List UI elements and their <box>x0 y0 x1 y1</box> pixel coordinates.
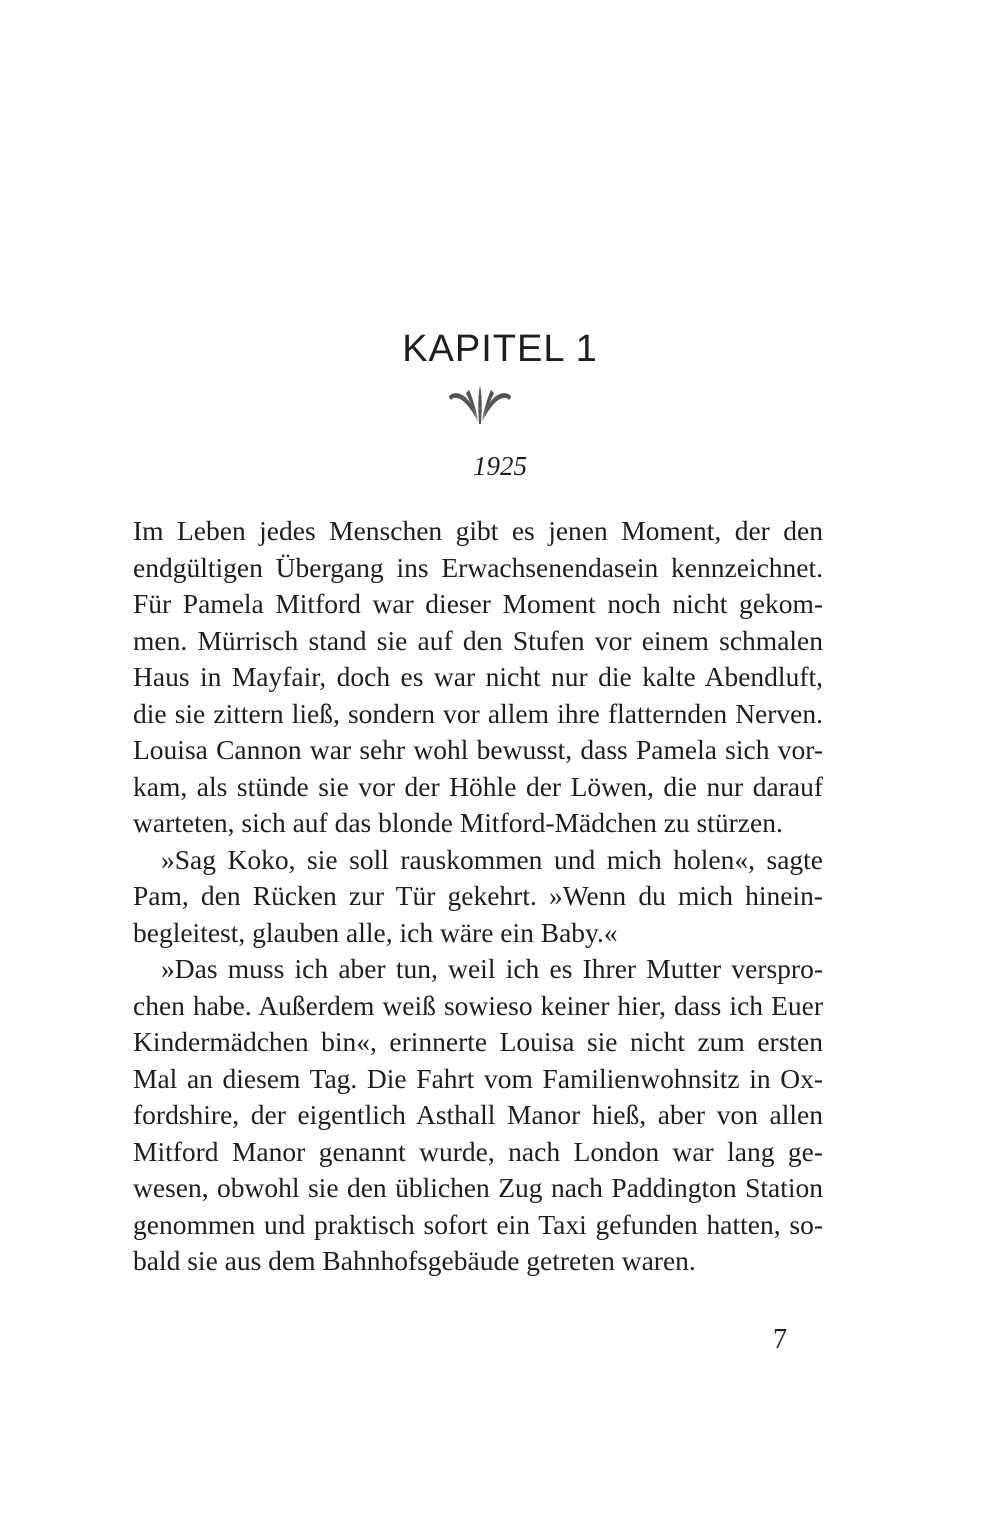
text-line: Mitford Manor genannt wurde, nach London war lang ge- <box>133 1135 823 1167</box>
text-line: Für Pamela Mitford war dieser Moment noch nicht gekom- <box>133 588 823 619</box>
text-line: Im Leben jedes Menschen gibt es jenen Moment, der den <box>133 515 823 546</box>
text-line: genommen und praktisch sofort ein Taxi gefunden hatten, so- <box>133 1208 823 1240</box>
body-text <box>133 513 823 1280</box>
text-line: Louisa Cannon war sehr wohl bewusst, dass Pamela sich vor- <box>133 734 823 765</box>
page-number: 7 <box>773 1324 787 1355</box>
text-line: Haus in Mayfair, doch es war nicht nur die kalte Abendluft, <box>133 661 823 692</box>
text-line: endgültigen Übergang ins Erwachsenendasein kennzeichnet. <box>133 551 823 583</box>
text-line: »Das muss ich aber tun, weil ich es Ihrer Mutter verspro- <box>161 953 823 984</box>
text-line: Pam, den Rücken zur Tür gekehrt. »Wenn du mich hinein- <box>133 880 823 911</box>
fleuron-ornament-icon <box>447 384 513 426</box>
text-line: begleitest, glauben alle, ich wäre ein Baby.« <box>133 916 618 948</box>
text-line: »Sag Koko, sie soll rauskommen und mich holen«, sagte <box>161 843 823 875</box>
text-line: wesen, obwohl sie den üblichen Zug nach Paddington Station <box>133 1172 823 1203</box>
text-line: Kindermädchen bin«, erinnerte Louisa sie nicht zum ersten <box>133 1026 823 1057</box>
text-line: kam, als stünde sie vor der Höhle der Löwen, die nur darauf <box>133 770 823 802</box>
text-line: men. Mürrisch stand sie auf den Stufen vor einem schmalen <box>133 624 823 656</box>
text-line: Mal an diesem Tag. Die Fahrt vom Familienwohnsitz in Ox- <box>133 1062 823 1094</box>
text-line: chen habe. Außerdem weiß sowieso keiner hier, dass ich Euer <box>133 989 823 1021</box>
text-line: fordshire, der eigentlich Asthall Manor hieß, aber von allen <box>133 1099 823 1130</box>
text-line: warteten, sich auf das blonde Mitford-Mädchen zu stürzen. <box>133 807 783 838</box>
text-line: bald sie aus dem Bahnhofsgebäude getreten waren. <box>133 1245 696 1276</box>
chapter-title: KAPITEL 1 <box>402 328 598 370</box>
chapter-year: 1925 <box>473 451 527 481</box>
text-line: die sie zittern ließ, sondern vor allem ihre flatternden Nerven. <box>133 697 823 729</box>
